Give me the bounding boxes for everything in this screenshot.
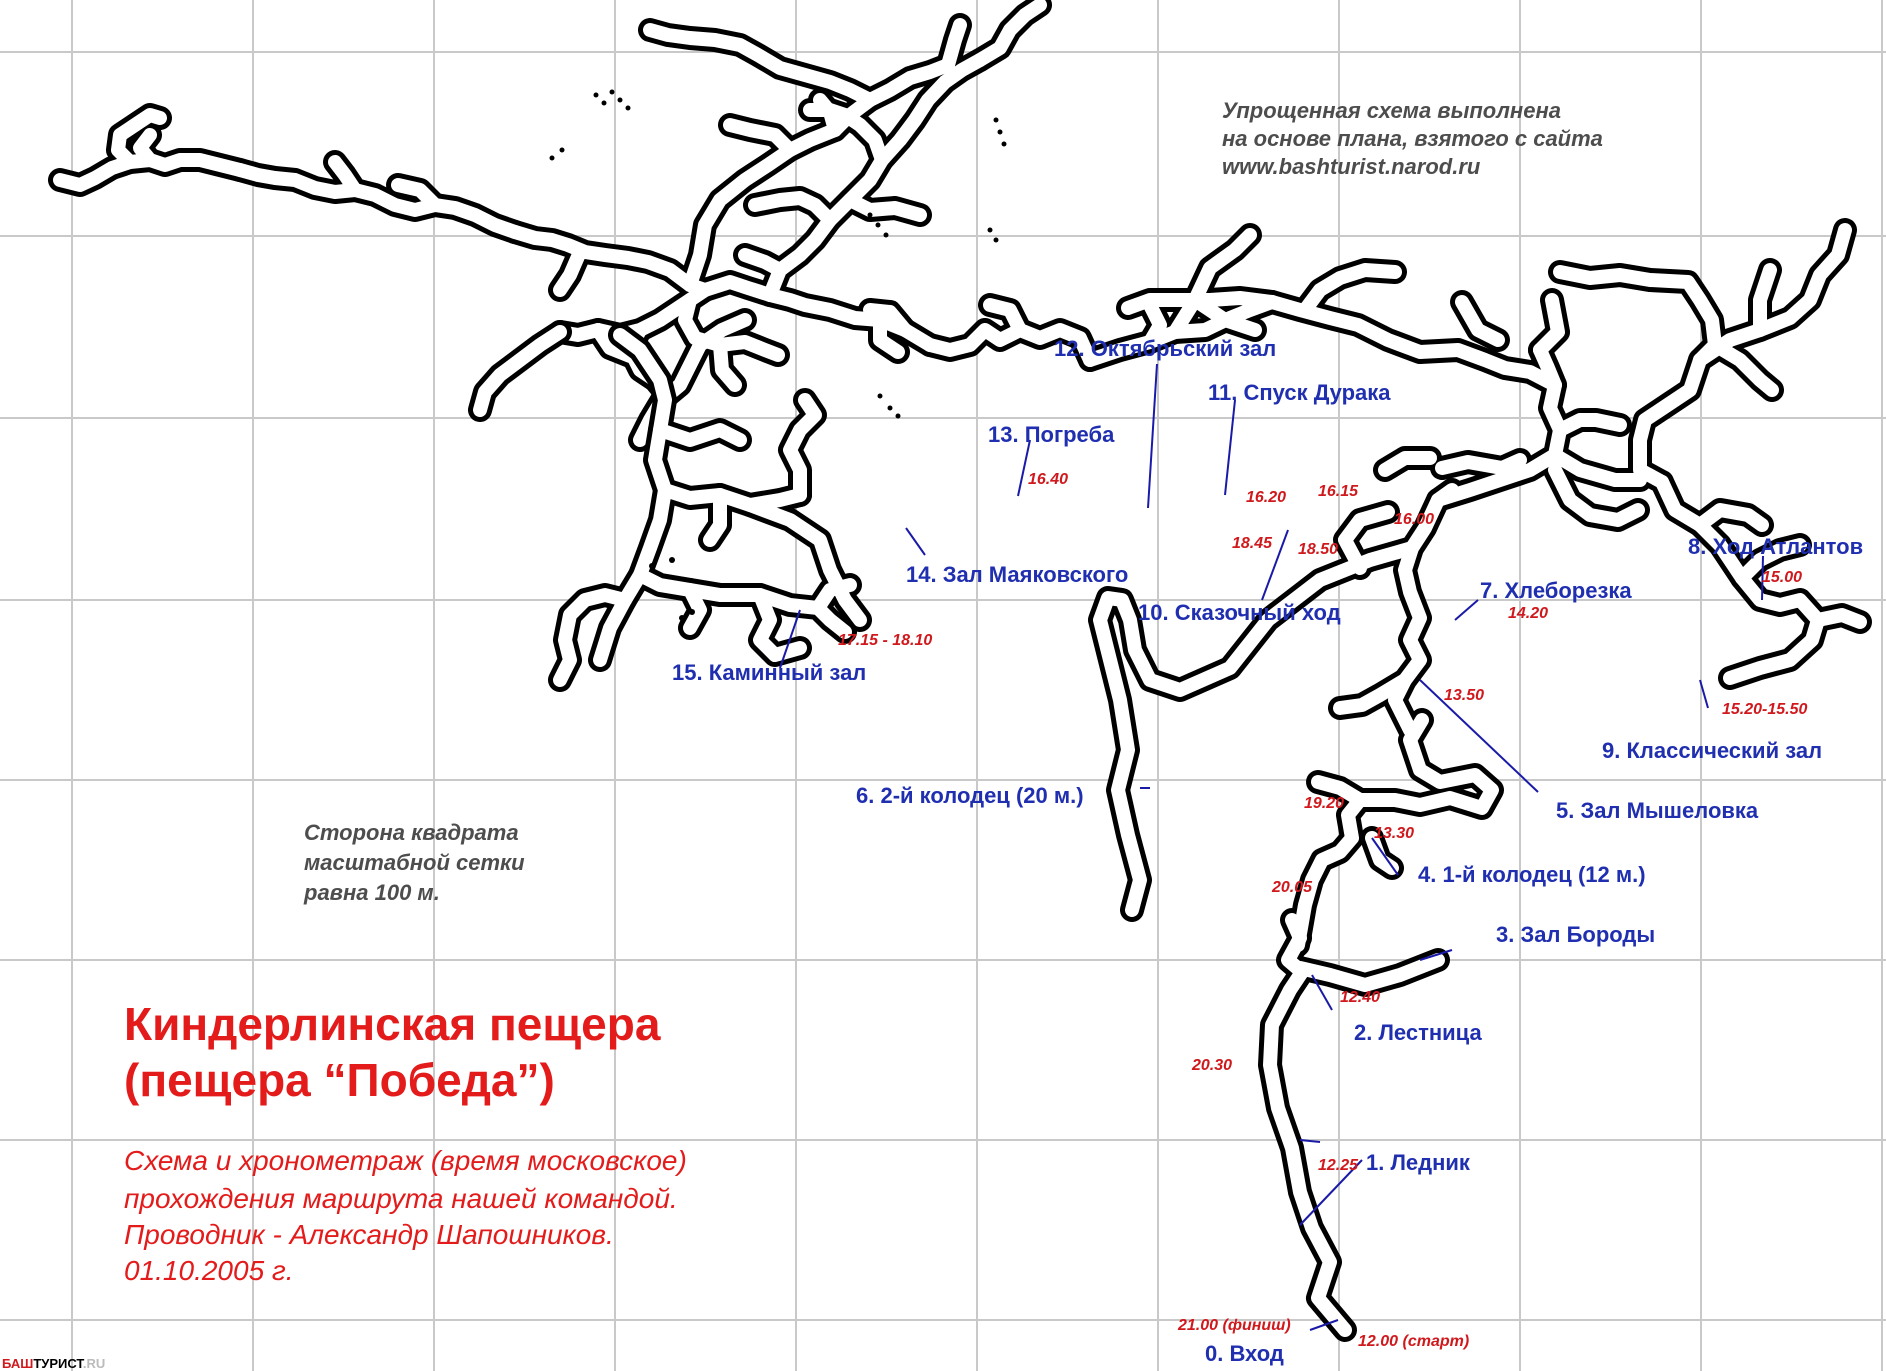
subtitle-line: Проводник - Александр Шапошников. [124,1219,614,1250]
location-label-9: 9. Классический зал [1602,738,1823,763]
time-label: 12.25 [1318,1157,1359,1174]
time-label: 16.00 [1394,511,1435,528]
location-label-5: 5. Зал Мышеловка [1556,798,1759,823]
scale-note-line: равна 100 м. [304,880,440,905]
site-logo [2,1356,105,1371]
location-label-0: 0. Вход [1205,1341,1284,1366]
time-label: 14.20 [1508,605,1549,622]
location-label-4: 4. 1-й колодец (12 м.) [1418,862,1646,887]
location-label-2: 2. Лестница [1354,1020,1482,1045]
source-note-line: www.bashturist.narod.ru [1222,154,1481,179]
subtitle-line: Схема и хронометраж (время московское) [124,1145,687,1176]
time-label: 20.05 [1272,879,1313,896]
location-label-13: 13. Погреба [988,422,1115,447]
source-note-line: Упрощенная схема выполнена [1222,98,1561,123]
scale-note-line: Сторона квадрата [304,820,519,845]
time-label: 13.30 [1374,825,1415,842]
map-title [124,998,661,1106]
time-label: 12.00 (старт) [1358,1333,1470,1350]
time-label: 13.50 [1444,687,1485,704]
source-note-line: на основе плана, взятого с сайта [1222,126,1603,151]
time-label: 16.20 [1246,489,1287,506]
time-label: 16.15 [1318,483,1359,500]
time-label: 17.15 - 18.10 [838,632,933,649]
time-label: 21.00 (финиш) [1178,1317,1291,1334]
scale-note-line: масштабной сетки [304,850,525,875]
time-label: 18.50 [1298,541,1339,558]
location-label-8: 8. Ход Атлантов [1688,534,1864,559]
cave-passages [60,5,1860,1330]
cave-west-lower [480,332,860,680]
subtitle-line: 01.10.2005 г. [124,1255,294,1286]
location-label-3: 3. Зал Бороды [1496,922,1656,947]
location-label-7: 7. Хлеборезка [1480,578,1632,603]
location-label-10: 10. Сказочный ход [1138,600,1341,625]
location-label-11: 11. Спуск Дурака [1208,380,1391,405]
time-label: 15.20-15.50 [1722,701,1808,718]
map-subtitle [124,1145,687,1286]
source-note [1222,98,1603,179]
location-label-12: 12. Октябрьский зал [1054,336,1277,361]
logo-text: БАШТУРИСТ.RU [2,1356,106,1371]
location-label-15: 15. Каминный зал [672,660,867,685]
title-line-2: (пещера “Победа”) [124,1054,555,1106]
scale-note [303,820,525,905]
time-label: 16.40 [1028,471,1069,488]
subtitle-line: прохождения маршрута нашей командой. [124,1183,678,1214]
time-label: 15.00 [1762,569,1803,586]
location-label-6: 6. 2-й колодец (20 м.) [856,783,1084,808]
time-label: 12.40 [1340,989,1381,1006]
title-line-1: Киндерлинская пещера [124,998,661,1050]
time-label: 20.30 [1192,1057,1233,1074]
location-label-1: 1. Ледник [1366,1150,1470,1175]
time-label: 19.20 [1304,795,1345,812]
location-label-14: 14. Зал Маяковского [906,562,1129,587]
time-label: 18.45 [1232,535,1273,552]
